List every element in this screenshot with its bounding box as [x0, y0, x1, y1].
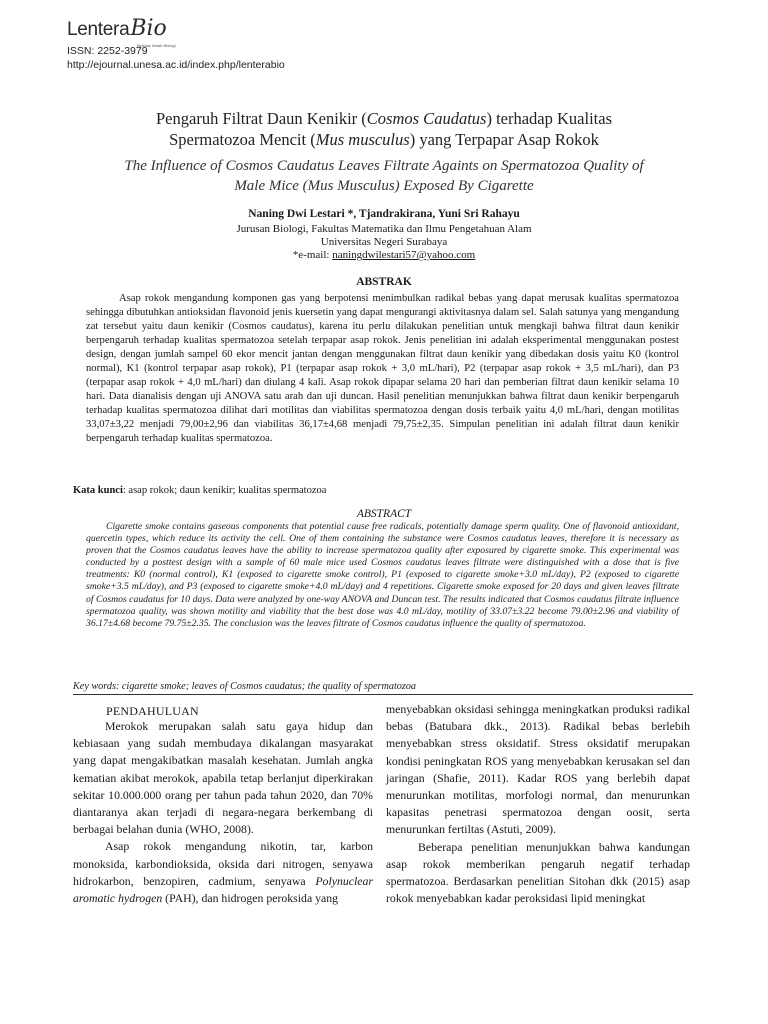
paragraph: Merokok merupakan salah satu gaya hidup dan kebiasaan yang sudah membudaya dikalangan masyarakat yang dapat mengakibatkan masalah kesehatan. Jumlah angka kematian akibat merokok, apabila tetap berlanjut diperkirakan sekitar 10.000.000 orang per tahun pada tahun 2020, dan 70% diantaranya akan terjadi di negara-negara berkembang di berbagai belahan dunia (WHO, 2008). — [73, 719, 373, 837]
email-link[interactable]: naningdwilestari57@yahoo.com — [332, 249, 476, 261]
abstract-text: Cigarette smoke contains gaseous components that potential cause free radicals, potentially damage sperm quality. One of flavonoid antioxidant, quercetin types, which reduce its activity the cell. One of them containing the substance were Cosmos caudatus leaves, therefore it is necessary as proven that the Cosmos caudatus leaves have the ability to increase spermatozoa quality after exposured by cigarette smoke. This experimental was conducted by a posttest design with a sample of 60 male mice used Cosmos caudatus leaves filtrate were distinguished with a dose that is five treatments: K0 (normal control), K1 (exposed to cigarette smoke control), P1 (exposed to cigarette smoke+3.0 mL/day), P2 (exposed to cigarette smoke+3.5 mL/day), and P3 (exposed to cigarette smoke+4.0 mL/day) and 4 repetitions. Cigarette smoke exposed for 20 days and given leaves filtrate of Cosmos caudatus for 10 days. Data were analyzed by one-way ANOVA and Duncan test. The results indicated that Cosmos caudatus filtrate influence spermatozoa quality, was shown motility and viability that the best dose was 4.0 mL/day, motility of 33.07±3.22 become 79.00±2.96 and viability of 36.17±4.68 become 79.75±2.35. The conclusion was the leaves filtrate of Cosmos caudatus influence the quality of spermatozoa. — [86, 521, 679, 629]
logo-script: Bio — [130, 16, 167, 41]
university: Universitas Negeri Surabaya — [320, 236, 448, 248]
journal-url: http://ejournal.unesa.ac.id/index.php/lenterabio — [67, 59, 285, 71]
abstrak-text: Asap rokok mengandung komponen gas yang berpotensi menimbulkan radikal bebas yang dapat merusak kualitas spermatozoa sehingga dibutuhkan antioksidan flavonoid jenis kuersetin yang dapat mengurangi aktivitasnya dalam sel. Salah satunya yang mengandung zat tersebut yaitu daun kenikir (Cosmos caudatus), karena itu perlu dilakukan penelitian untuk mengkaji bahwa filtrat daun kenikir berpengaruh terhadap kualitas spermatozoa setelah terpapar asap rokok. Jenis penelitian ini adalah eksperimental menggunakan postest design, dengan jumlah sampel 60 ekor mencit jantan dengan menggunakan filtrat daun kenikir yang dibedakan dosis yaitu K0 (kontrol normal), K1 (kontrol terpapar asap rokok), P1 (terpapar asap rokok + 3,0 mL/hari), P2 (terpapar asap rokok + 3,5 mL/hari), dan P3 (terpapar asap rokok + 4,0 mL/hari) dan diulang 4 kali. Asap rokok dipapar selama 20 hari dan pemberian filtrat daun kenikir selama 10 hari. Data dianalisis dengan uji ANOVA satu arah dan uji duncan. Hasil penelitian menunjukkan bahwa filtrat daun kenikir berpengaruh terhadap kualitas spermatozoa dilihat dari motilitas dan viabilitas spermatozoa dengan dosis terbaik yaitu 4,0 mL/hari, dengan motilitas 33,07±3,22 menjadi 79,00±2,96 dan viabilitas 36,17±4,68 menjadi 79,75±2,35. Simpulan penelitian ini adalah filtrat daun kenikir berpengaruh terhadap kualitas spermatozoa. — [86, 293, 679, 445]
right-column — [386, 701, 690, 907]
kata-kunci: Kata kunci: asap rokok; daun kenikir; kualitas spermatozoa — [73, 485, 327, 496]
divider — [73, 694, 693, 695]
left-column — [73, 718, 373, 907]
email-line: *e-mail: naningdwilestari57@yahoo.com — [292, 249, 476, 261]
key-words: Key words: cigarette smoke; leaves of Cosmos caudatus; the quality of spermatozoa — [73, 681, 417, 692]
section-heading: PENDAHULUAN — [106, 704, 199, 718]
paper-title: Pengaruh Filtrat Daun Kenikir (Cosmos Caudatus) terhadap Kualitas Spermatozoa Mencit (Mus musculus) yang Terpapar Asap Rokok — [156, 109, 612, 149]
logo-tagline: Berkala Ilmiah Biologi — [137, 43, 176, 48]
authors: Naning Dwi Lestari *, Tjandrakirana, Yuni Sri Rahayu — [248, 208, 520, 220]
logo-word: Lentera — [67, 19, 130, 40]
abstrak-heading: ABSTRAK — [356, 276, 412, 288]
paragraph: menyebabkan oksidasi sehingga meningkatkan produksi radikal bebas (Batubara dkk., 2013). Radikal bebas berlebih menyebabkan stress oksidatif. Stress oksidatif merupakan kondisi peningkatan ROS yang menyebabkan kerusakan sel dan jaringan (Shafie, 2011). Kadar ROS yang berlebih dapat menurunkan motilitas, morfologi normal, dan menurunkan kapasitas penetrasi spermatozoa dengan oosit, serta menurunkan fertiltas (Astuti, 2009). — [386, 702, 690, 837]
paragraph: Asap rokok mengandung nikotin, tar, karbon monoksida, karbondioksida, oksida dari nitrogen, senyawa hidrokarbon, benzopiren, cadmium, senyawa Polynuclear aromatic hydrogen (PAH), dan hidrogen peroksida yang — [73, 839, 373, 906]
issn: ISSN: 2252-3979 — [67, 45, 148, 57]
paragraph: Beberapa penelitian menunjukkan bahwa kandungan asap rokok memberikan pengaruh negatif terhadap spermatozoa. Berdasarkan penelitian Sitohan dkk (2015) asap rokok menyebabkan kadar peroksidasi lipid meningkat — [386, 839, 690, 906]
affiliation: Jurusan Biologi, Fakultas Matematika dan Ilmu Pengetahuan Alam — [236, 223, 532, 235]
english-title: The Influence of Cosmos Caudatus Leaves Filtrate Againts on Spermatozoa Quality of Male Mice (Mus Musculus) Exposed By Cigarette — [124, 158, 644, 194]
abstract-heading: ABSTRACT — [356, 508, 412, 520]
